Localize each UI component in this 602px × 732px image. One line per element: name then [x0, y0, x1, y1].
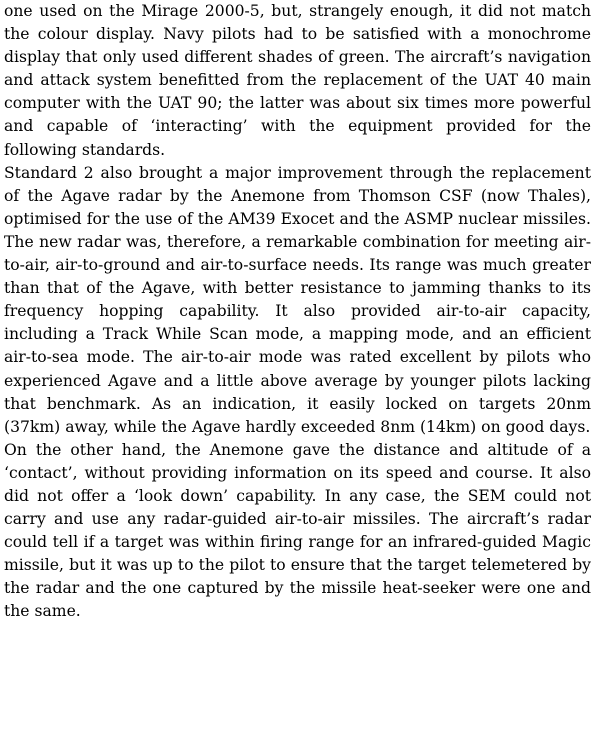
paragraph-anemone-radar: Standard 2 also brought a major improvement through the replacement of the Agave radar by the Anemone from Thomson CSF (now Thales), optimised for the use of the AM39 Exocet and the ASMP nuclear missiles. The new radar was, therefore, a remarkable combination for meeting air-to-air, air-to-ground and air-to-surface needs. Its range was much greater than that of the Agave, with better resistance to jamming thanks to its frequency hopping capability. It also provided air-to-air capacity, including a Track While Scan mode, a mapping mode, and an efficient air-to-sea mode. The air-to-air mode was rated excellent by pilots who experienced Agave and a little above average by younger pilots lacking that benchmark. As an indication, it easily locked on targets 20nm (37km) away, while the Agave hardly exceeded 8nm (14km) on good days. [4, 163, 591, 436]
document-page [4, 0, 591, 624]
paragraph-radar-limitations: On the other hand, the Anemone gave the distance and altitude of a ‘contact’, without providing information on its speed and course. It also did not offer a ‘look down’ capability. In any case, the SEM could not carry and use any radar-guided air-to-air missiles. The aircraft’s radar could tell if a target was within firing range for an infrared-guided Magic missile, but it was up to the pilot to ensure that the target telemetered by the radar and the one captured by the missile heat-seeker were one and the same. [4, 440, 591, 621]
paragraph-display-and-computer: one used on the Mirage 2000-5, but, strangely enough, it did not match the colour display. Navy pilots had to be satisfied with a monochrome display that only used different shades of green. The aircraft’s navigation and attack system benefitted from the replacement of the UAT 40 main computer with the UAT 90; the latter was about six times more powerful and capable of ‘interacting’ with the equipment provided for the following standards. [4, 2, 591, 159]
